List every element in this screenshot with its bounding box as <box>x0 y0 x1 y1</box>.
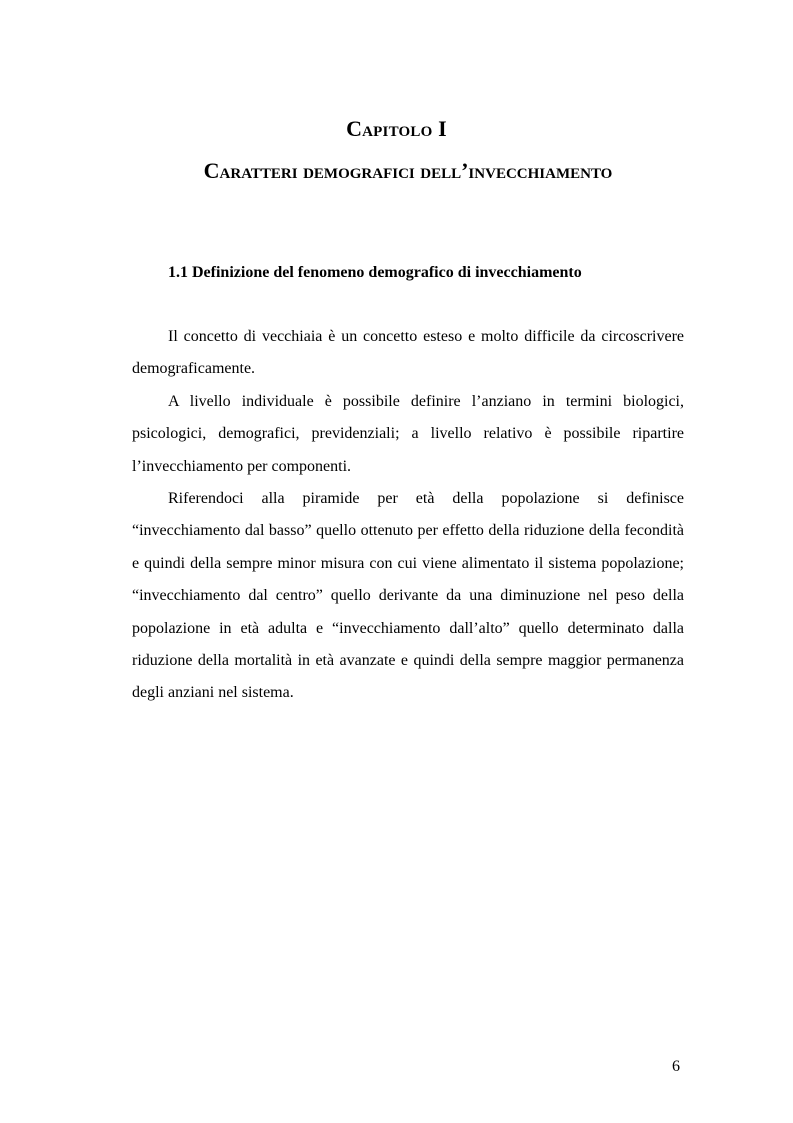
paragraph: Il concetto di vecchiaia è un concetto esteso e molto difficile da circoscrivere demograficamente. <box>132 328 684 378</box>
chapter-number: Capitolo I <box>346 116 447 141</box>
section-heading: 1.1 Definizione del fenomeno demografico di invecchiamento <box>168 264 582 281</box>
paragraph: A livello individuale è possibile definire l’anziano in termini biologici, psicologici, demografici, previdenziali; a livello relativo è possibile ripartire l’invecchiamento per componenti. <box>132 392 684 475</box>
chapter-title: Caratteri demografici dell’invecchiamento <box>203 158 613 183</box>
paragraph: Riferendoci alla piramide per età della popolazione si definisce “invecchiamento dal basso” quello ottenuto per effetto della riduzione della fecondità e quindi della sempre minor misura con cui viene alimentato il sistema popolazione; “invecchiamento dal centro” quello derivante da una diminuzione nel peso della popolazione in età adulta e “invecchiamento dall’alto” quello determinato dalla riduzione della mortalità in età avanzate e quindi della sempre maggior permanenza degli anziani nel sistema. <box>132 490 684 702</box>
body-text <box>132 321 684 710</box>
page-number: 6 <box>672 1058 680 1075</box>
